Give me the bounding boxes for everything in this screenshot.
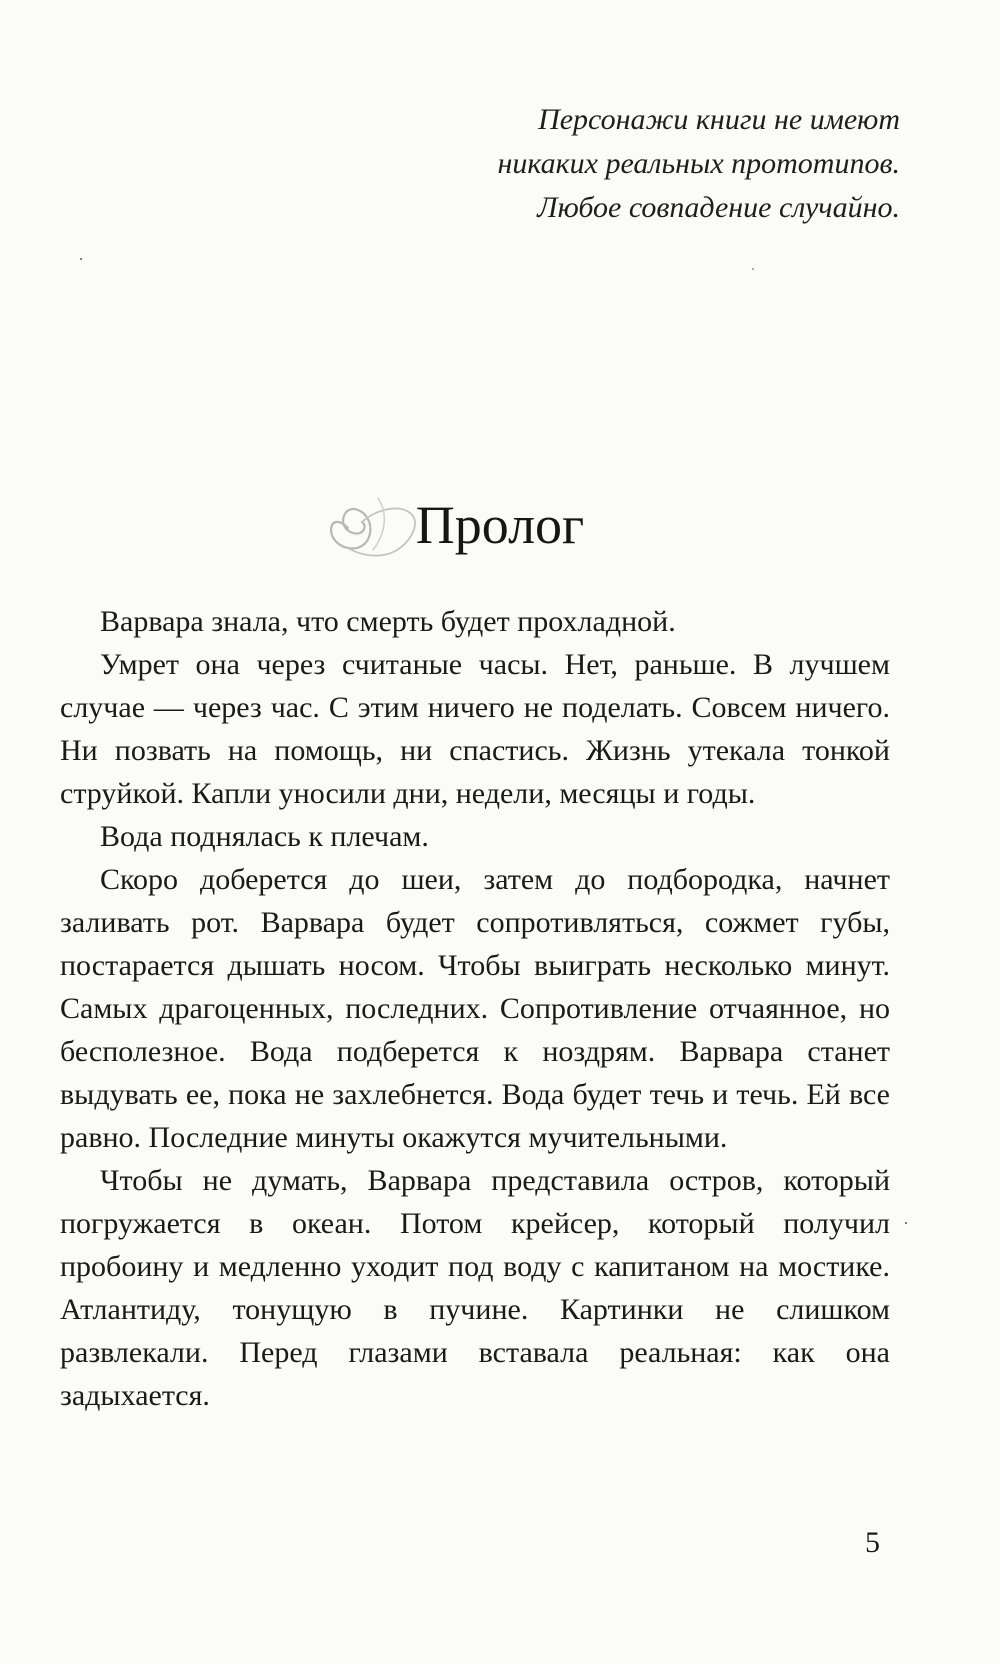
paragraph-3: Вода поднялась к плечам. [100,820,429,853]
epigraph-line-1: Персонажи книги не имеют [538,103,900,136]
chapter-title: Пролог [415,495,585,555]
dust-speck [752,268,754,270]
epigraph [380,98,900,230]
paragraph-2: Умрет она через считаные часы. Нет, раньше. В лучшем случае — через час. С этим ничего не поделать. Совсем ничего. Ни позвать на помощь, ни спастись. Жизнь утекала тонкой струйкой. Капли уносили дни, недели, месяцы и годы. [60,648,890,810]
paragraph-1: Варвара знала, что смерть будет прохладной. [100,605,676,638]
dust-speck [905,1222,907,1224]
body-text [60,600,890,1417]
paragraph-5: Чтобы не думать, Варвара представила остров, который погружается в океан. Потом крейсер, который получил пробоину и медленно уходит под воду с капитаном на мостике. Атлантиду, тонущую в пучине. Картинки не слишком развлекали. Перед глазами вставала реальная: как она задыхается. [60,1164,890,1412]
chapter-heading [0,490,1000,560]
epigraph-line-3: Любое совпадение случайно. [537,191,900,224]
paragraph-4: Скоро доберется до шеи, затем до подбородка, начнет заливать рот. Варвара будет сопротивляться, сожмет губы, постарается дышать носом. Чтобы выиграть несколько минут. Самых драгоценных, последних. Сопротивление отчаянное, но бесполезное. Вода подберется к ноздрям. Варвара станет выдувать ее, пока не захлебнется. Вода будет течь и течь. Ей все равно. Последние минуты окажутся мучительными. [60,863,890,1154]
page-number: 5 [865,1526,880,1559]
dust-speck [80,258,82,260]
epigraph-line-2: никаких реальных прототипов. [497,147,900,180]
